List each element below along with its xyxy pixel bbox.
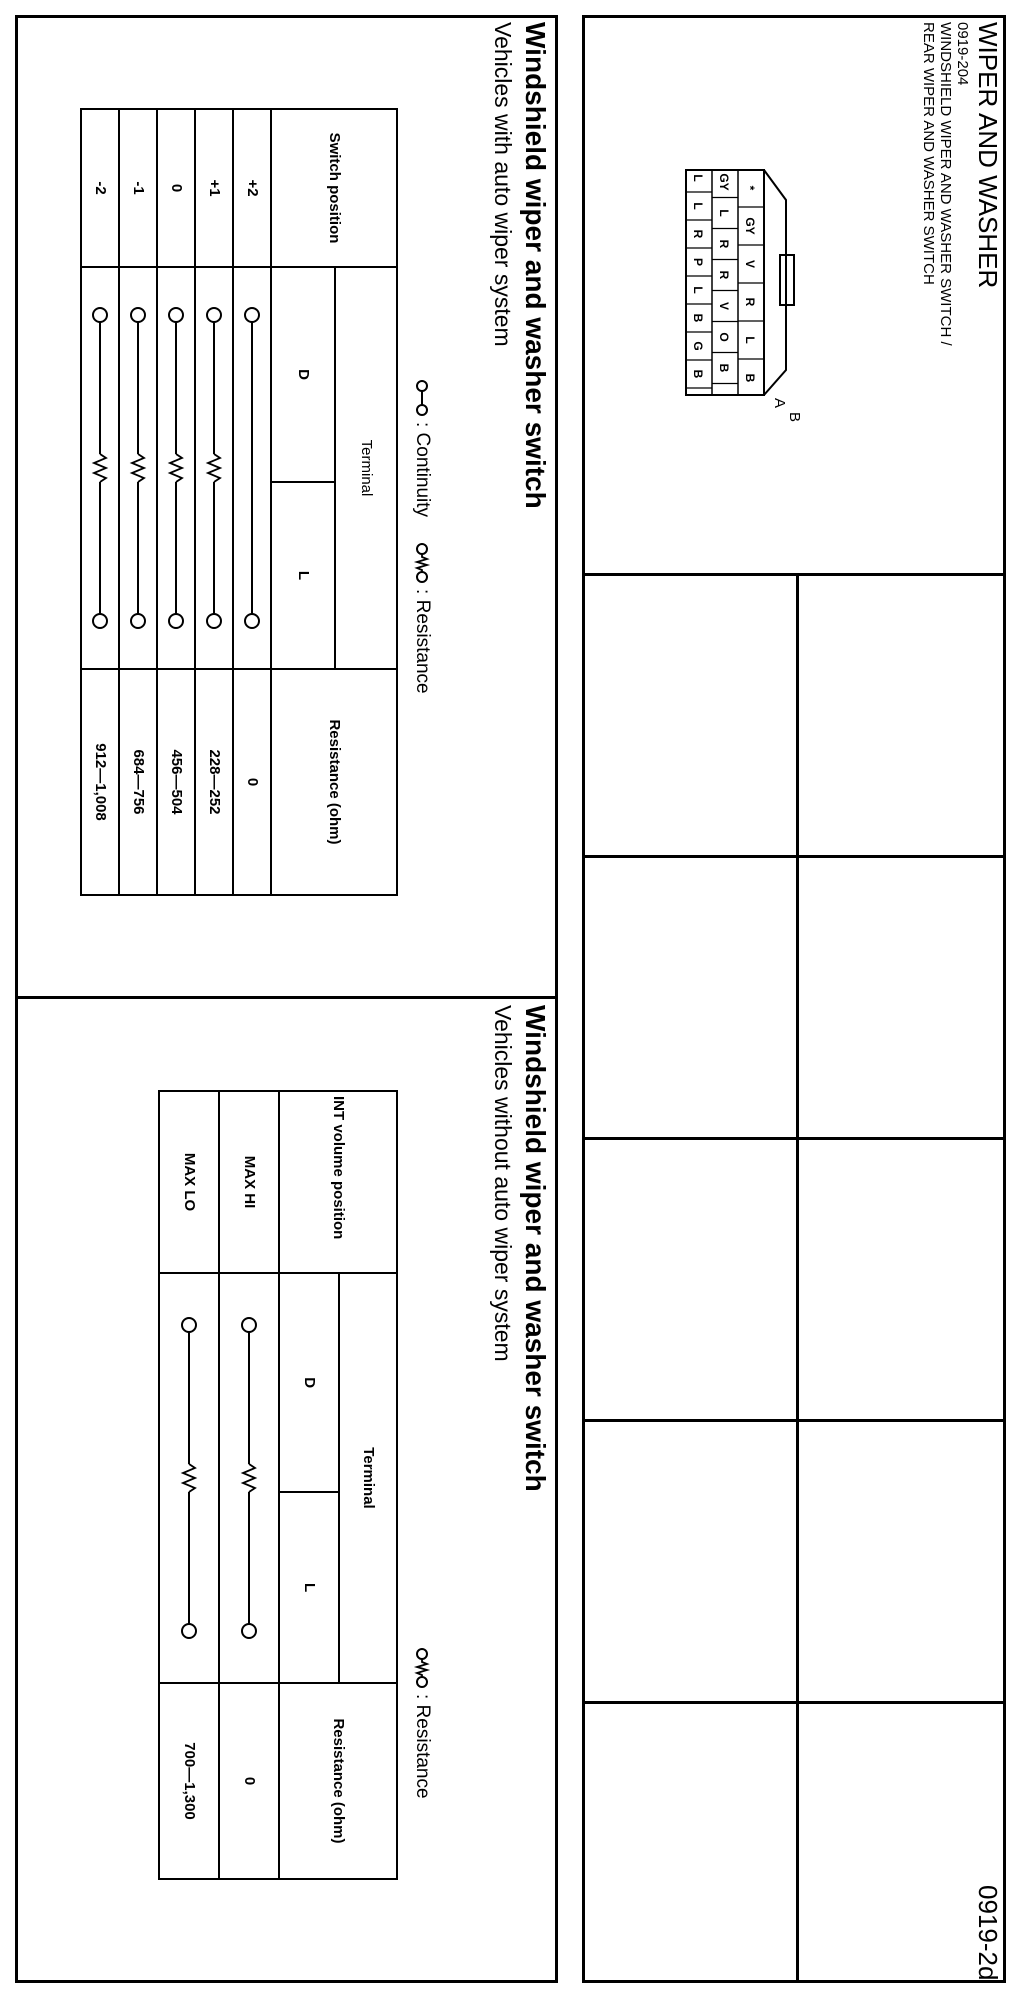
grid-col-2 <box>582 1137 1006 1140</box>
noauto-row-resistance-symbol <box>219 1273 279 1683</box>
auto-terminal-d: D <box>271 267 335 482</box>
auto-row-resistance-symbol <box>119 267 157 669</box>
connector-diagram <box>676 160 796 410</box>
connector-pin-label: L <box>691 174 705 182</box>
auto-row-resistance: 0 <box>233 669 271 895</box>
continuity-symbol <box>413 380 431 416</box>
auto-header-position: Switch position <box>271 109 397 267</box>
noauto-resistance-legend-text: : Resistance <box>412 1694 433 1799</box>
noauto-row-resistance: 700—1,300 <box>159 1683 219 1879</box>
noauto-row-resistance-symbol <box>159 1273 219 1683</box>
connector-pin-label: * <box>743 185 757 191</box>
component-id: 0919-204 <box>954 22 971 86</box>
connector-pin-label: L <box>743 336 757 344</box>
grid-row-divider <box>796 573 799 1983</box>
auto-row <box>157 109 195 895</box>
connector-pin-label: B <box>743 373 757 383</box>
connector-pin-label: P <box>691 257 705 267</box>
auto-section-subtitle: Vehicles with auto wiper system <box>490 22 516 347</box>
auto-row-resistance: 228—252 <box>195 669 233 895</box>
noauto-header-position: INT volume position <box>279 1091 397 1273</box>
connector-pin-label: L <box>691 286 705 294</box>
auto-row <box>119 109 157 895</box>
connector-pin-label: L <box>717 209 731 217</box>
auto-row <box>81 109 119 895</box>
noauto-header-resistance: Resistance (ohm) <box>279 1683 397 1879</box>
resistance-legend-text: : Resistance <box>412 589 433 694</box>
noauto-row <box>159 1091 219 1879</box>
auto-row-position: -1 <box>119 109 157 267</box>
auto-row-continuity-symbol <box>233 267 271 669</box>
noauto-header-terminal: Terminal <box>339 1273 397 1683</box>
connector-label-b: B <box>786 412 803 423</box>
auto-row <box>233 109 271 895</box>
auto-row-resistance: 684—756 <box>119 669 157 895</box>
connector-pin-label: GY <box>743 217 757 235</box>
sections-divider <box>15 996 558 999</box>
connector-pin-label: B <box>691 313 705 323</box>
auto-row-resistance-symbol <box>195 267 233 669</box>
component-line-1: WINDSHIELD WIPER AND WASHER SWITCH / <box>937 22 954 346</box>
connector-pin-label: L <box>691 202 705 210</box>
page-title: WIPER AND WASHER <box>973 22 1003 289</box>
grid-col-4 <box>582 1701 1006 1704</box>
connector-pin-label: G <box>691 341 705 351</box>
auto-section-title: Windshield wiper and washer switch <box>520 22 551 509</box>
noauto-legend <box>411 1648 433 1799</box>
noauto-terminal-d: D <box>279 1273 339 1492</box>
connector-pin-label: O <box>717 332 731 342</box>
continuity-legend-text: : Continuity <box>412 422 433 518</box>
auto-legend <box>411 380 433 694</box>
connector-pin-label: V <box>743 259 757 269</box>
connector-pin-label: R <box>717 270 731 280</box>
connector-pin-label: GY <box>717 173 731 191</box>
auto-row-resistance: 912—1,008 <box>81 669 119 895</box>
resistance-symbol <box>413 1648 431 1688</box>
auto-row-position: 0 <box>157 109 195 267</box>
auto-terminal-l: L <box>271 482 335 669</box>
connector-pin-label: R <box>691 229 705 239</box>
auto-header-terminal: Terminal <box>335 267 397 669</box>
connector-pin-label: B <box>717 363 731 373</box>
connector-pin-label: R <box>743 297 757 307</box>
connector-label-a: A <box>771 398 788 409</box>
connector-pin-label: R <box>717 239 731 249</box>
resistance-symbol <box>413 543 431 583</box>
auto-table <box>80 108 398 896</box>
component-line-2: REAR WIPER AND WASHER SWITCH <box>920 22 937 285</box>
auto-row <box>195 109 233 895</box>
auto-row-position: -2 <box>81 109 119 267</box>
connector-pin-label: V <box>717 301 731 311</box>
auto-row-position: +2 <box>233 109 271 267</box>
auto-row-resistance-symbol <box>157 267 195 669</box>
noauto-section-title: Windshield wiper and washer switch <box>520 1005 551 1492</box>
grid-col-1 <box>582 855 1006 858</box>
grid-divider <box>582 573 1006 576</box>
grid-col-3 <box>582 1419 1006 1422</box>
noauto-row <box>219 1091 279 1879</box>
noauto-row-position: MAX HI <box>219 1091 279 1273</box>
connector-pin-label: B <box>691 369 705 379</box>
auto-row-resistance-symbol <box>81 267 119 669</box>
auto-row-position: +1 <box>195 109 233 267</box>
auto-row-resistance: 456—504 <box>157 669 195 895</box>
noauto-terminal-l: L <box>279 1492 339 1683</box>
auto-header-resistance: Resistance (ohm) <box>271 669 397 895</box>
noauto-row-position: MAX LO <box>159 1091 219 1273</box>
noauto-section-subtitle: Vehicles without auto wiper system <box>490 1005 516 1362</box>
page-code: 0919-2d <box>973 1885 1003 1981</box>
noauto-row-resistance: 0 <box>219 1683 279 1879</box>
noauto-table <box>158 1090 398 1880</box>
